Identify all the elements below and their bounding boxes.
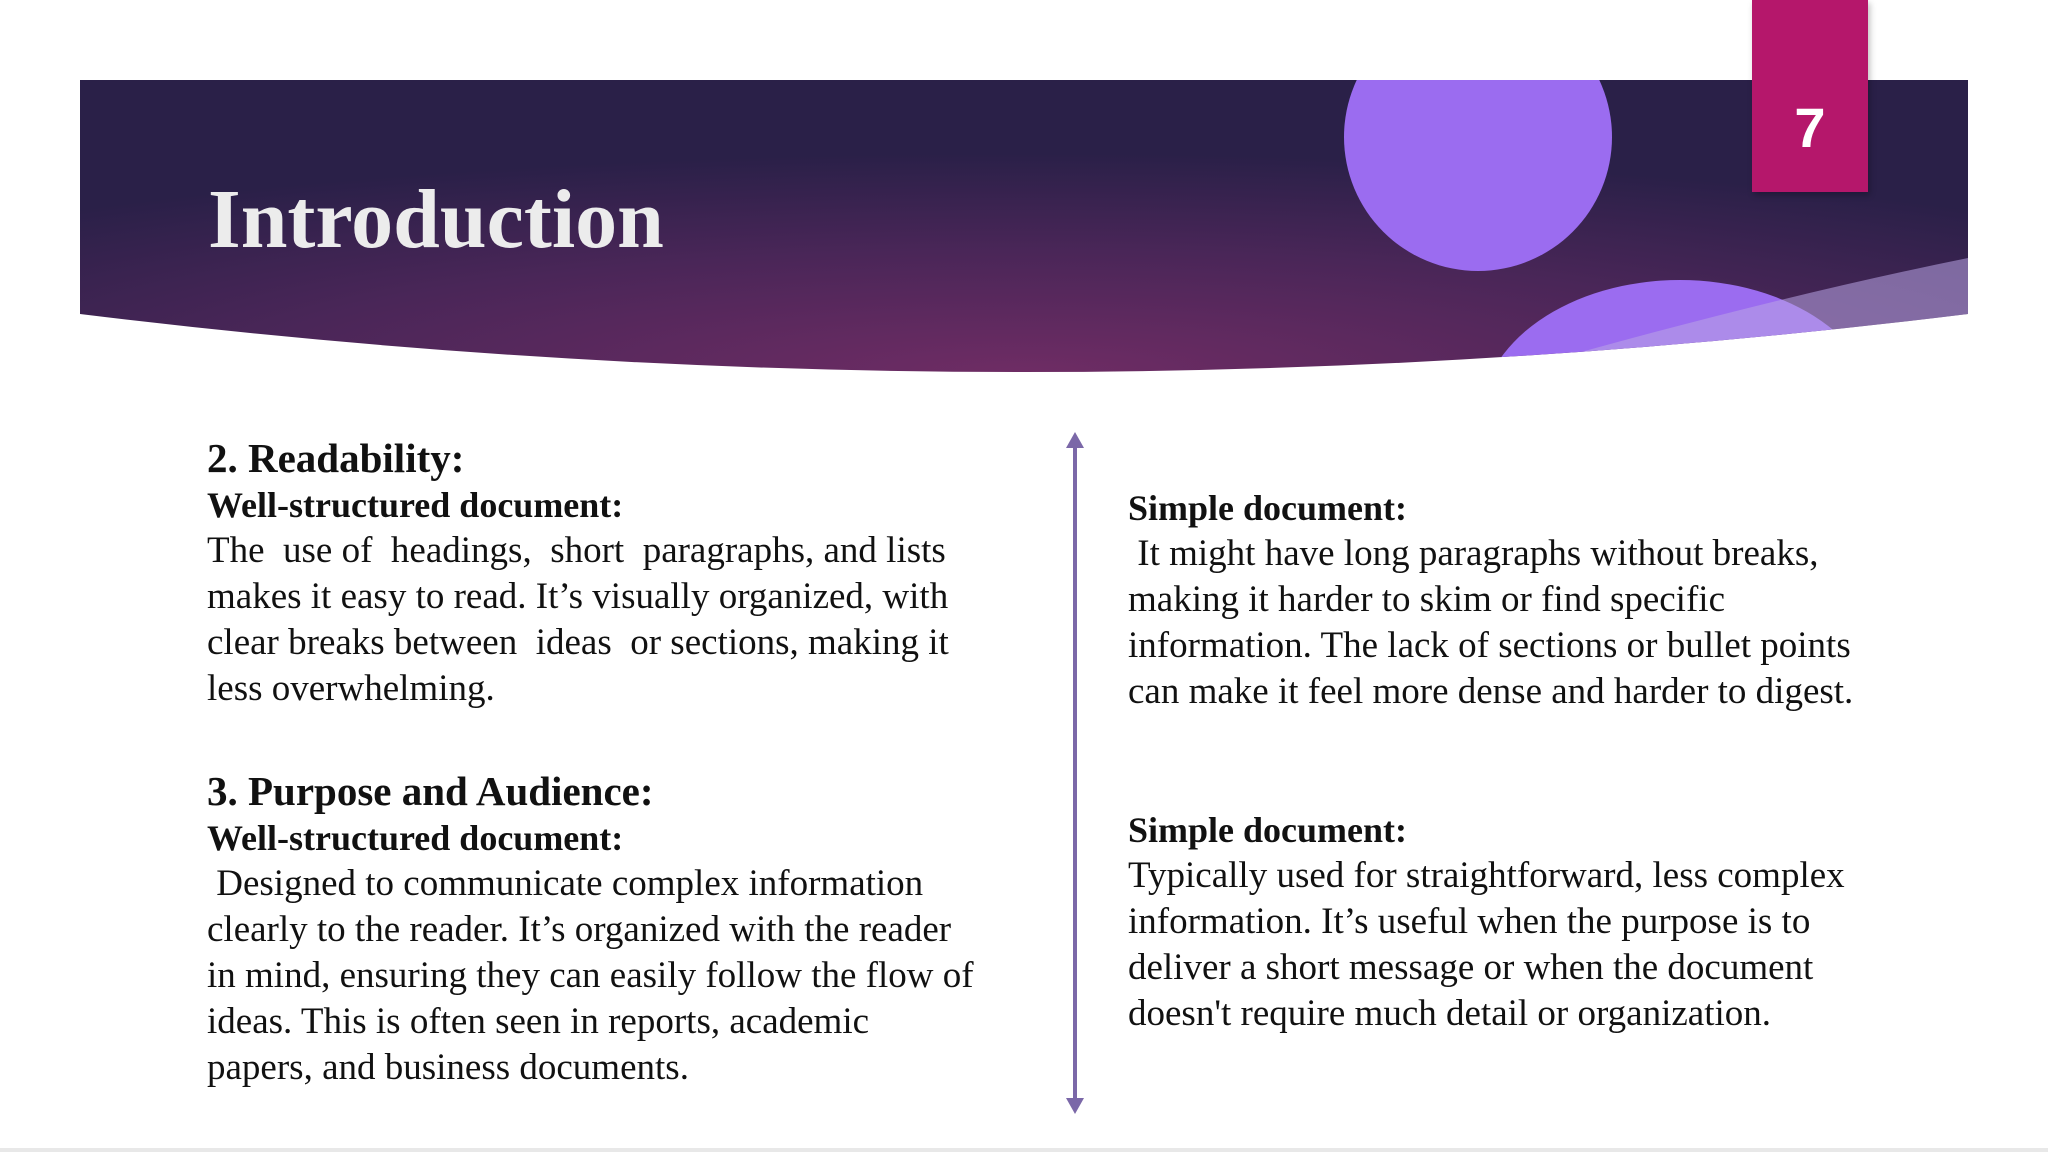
arrow-down-icon [1066,1098,1084,1114]
left-readability-line: makes it easy to read. It’s visually organized, with [207,576,949,617]
bottom-edge [0,1148,2048,1152]
right-readability-block [1128,485,2008,715]
right-readability-line: making it harder to skim or find specific [1128,579,1725,620]
left-purpose-line: ideas. This is often seen in reports, academic [207,1001,870,1042]
arrow-up-icon [1066,432,1084,448]
left-purpose-subheading: Well-structured document: [207,818,624,858]
left-readability-line: clear breaks between ideas or sections, making it [207,622,949,663]
right-readability-line: It might have long paragraphs without breaks, [1128,533,1819,574]
left-purpose-line: Designed to communicate complex information [207,863,924,904]
slide-title: Introduction [208,173,664,266]
right-readability-line: can make it feel more dense and harder to digest. [1128,671,1854,712]
left-readability-block [207,434,1027,712]
left-purpose-line: clearly to the reader. It’s organized with the reader [207,909,952,950]
right-purpose-line: Typically used for straightforward, less complex [1128,855,1845,896]
slide-number: 7 [1794,96,1826,159]
right-readability-line: information. The lack of sections or bullet points [1128,625,1851,666]
right-readability-subheading: Simple document: [1128,488,1407,528]
right-purpose-subheading: Simple document: [1128,810,1407,850]
slide-number-badge [1752,0,1868,192]
vertical-divider-arrow [1060,432,1090,1114]
right-purpose-line: deliver a short message or when the document [1128,947,1814,988]
left-readability-line: The use of headings, short paragraphs, and lists [207,530,946,571]
purpose-heading: 3. Purpose and Audience: [207,768,654,814]
readability-heading: 2. Readability: [207,435,465,481]
left-purpose-block [207,767,1027,1091]
left-purpose-line: papers, and business documents. [207,1047,689,1088]
left-purpose-line: in mind, ensuring they can easily follow the flow of [207,955,974,996]
left-readability-subheading: Well-structured document: [207,485,624,525]
decor-circle-large [1344,3,1612,271]
right-purpose-block [1128,807,2008,1037]
right-purpose-line: information. It’s useful when the purpose is to [1128,901,1811,942]
left-readability-line: less overwhelming. [207,668,495,709]
right-purpose-line: doesn't require much detail or organization. [1128,993,1772,1034]
